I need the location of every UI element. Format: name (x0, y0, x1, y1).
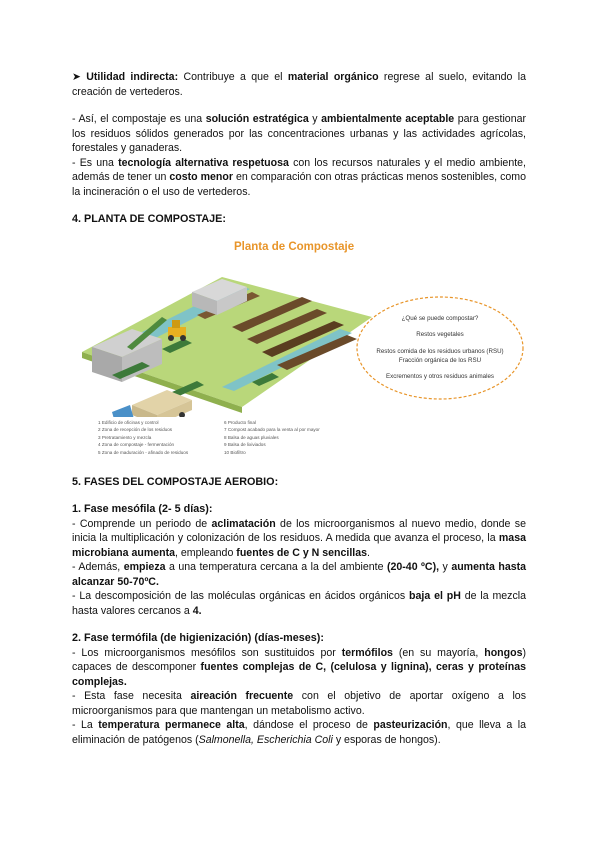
compost-plant-figure (72, 239, 526, 461)
fase-1-paragraph: - Además, empieza a una temperatura cercana a la del ambiente (20-40 ºC), y aumenta hasta alcanzar 50-70ºC. (72, 561, 527, 588)
fase-1-heading: 1. Fase mesófila (2- 5 días): (72, 503, 213, 515)
oval-item: Fracción orgánica de los RSU (398, 356, 482, 364)
compost-plant-illustration (72, 257, 372, 417)
figure-title: Planta de Compostaje (234, 240, 355, 253)
tecnologia-paragraph: - Es una tecnología alternativa respetuosa con los recursos naturales y el medio ambiente, además de tener un costo menor en comparación con otras prácticas menos sostenibles, como la incineración o el uso de vertederos. (72, 156, 526, 198)
oval-question: ¿Qué se puede compostar? (401, 314, 479, 322)
section-5-heading: 5. FASES DEL COMPOSTAJE AEROBIO: (72, 475, 279, 488)
document-page (72, 70, 526, 747)
arrow-bullet-icon: ➤ (72, 71, 81, 83)
fase-2-paragraph: - Esta fase necesita aireación frecuente con el objetivo de aportar oxígeno a los microorganismos para que mantengan un metabolismo activo. (72, 690, 526, 717)
oval-item: Restos vegetales (416, 330, 464, 338)
fase-2-heading: 2. Fase termófila (de higienización) (días-meses): (72, 632, 324, 644)
oval-item: Restos comida de los residuos urbanos (RSU) (376, 347, 504, 355)
legend-left: 1 Edificio de oficinas y control 2 Zona de recepción de los residuos 3 Pretratamiento y mezcla 4 Zona de compostaje - fermentación 5 Zona de maduración - afinado de residuos (98, 419, 189, 455)
estrategica-paragraph: - Así, el compostaje es una solución estratégica y ambientalmente aceptable para gestionar los residuos sólidos generados por las concentraciones urbanas y las actividades agrícolas, forestales y ganaderas. (72, 113, 527, 154)
fase-2-paragraph: - La temperatura permanece alta, dándose el proceso de pasteurización, que lleva a la eliminación de patógenos (Salmonella, Escherichia Coli y esporas de hongos). (72, 719, 526, 746)
oval-item: Excrementos y otros residuos animales (386, 372, 494, 380)
fase-1-paragraph: - Comprende un periodo de aclimatación de los microorganismos al nuevo medio, donde se inicia la multiplicación y colonización de los residuos. A medida que avanza el proceso, la masa microbiana aumenta, empleando fuentes de C y N sencillas. (72, 517, 526, 559)
section-4-heading: 4. PLANTA DE COMPOSTAJE: (72, 213, 226, 225)
legend-right: 6 Producto final 7 Compost acabado para la venta al por mayor 8 Balsa de aguas pluviales 9 Balsa de lixiviados 10 Biofiltro (224, 419, 320, 455)
fase-1-paragraph: - La descomposición de las moléculas orgánicas en ácidos orgánicos baja el pH de la mezcla hasta valores cercanos a 4. (72, 590, 527, 617)
fase-2-paragraph: - Los microorganismos mesófilos son sustituidos por termófilos (en su mayoría, hongos) capaces de descomponer fuentes complejas de C, (celulosa y lignina), ceras y proteínas complejas. (72, 646, 527, 688)
utilidad-indirecta-paragraph: ➤ Utilidad indirecta: Contribuye a que el material orgánico regrese al suelo, evitando la creación de vertederos. (72, 71, 527, 98)
